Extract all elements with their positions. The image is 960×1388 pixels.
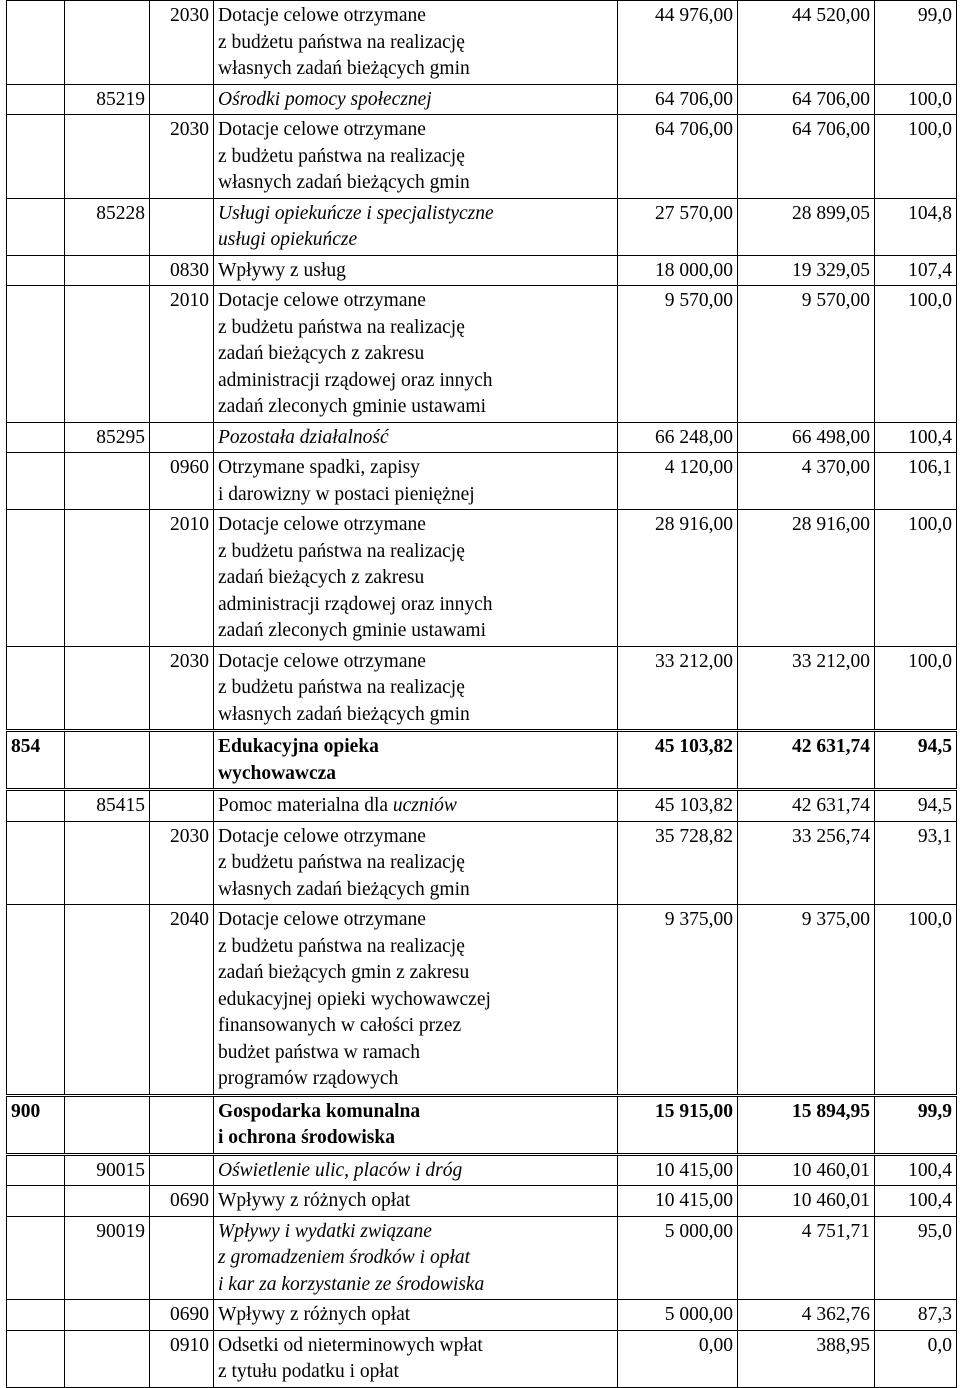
- procent-cell: 94,5: [875, 790, 957, 822]
- wykonanie-cell: 66 498,00: [738, 422, 875, 453]
- wykonanie-cell: 388,95: [738, 1330, 875, 1387]
- wykonanie-cell: 28 916,00: [738, 510, 875, 647]
- rozdzial-cell: 85228: [65, 198, 150, 255]
- table-row: [7, 790, 957, 822]
- plan-cell: 5 000,00: [618, 1216, 738, 1300]
- plan-cell: 28 916,00: [618, 510, 738, 647]
- description-line: Usługi opiekuńcze i specjalistyczne: [218, 202, 494, 224]
- description-line: Gospodarka komunalna: [218, 1100, 421, 1122]
- description-line: Pomoc materialna dla uczniów: [218, 795, 457, 816]
- plan-cell: 44 976,00: [618, 1, 738, 85]
- description-line: z budżetu państwa na realizację: [218, 540, 465, 562]
- description-line: Oświetlenie ulic, placów i dróg: [218, 1159, 463, 1181]
- rozdzial-cell: [65, 1330, 150, 1387]
- rozdzial-cell: [65, 115, 150, 199]
- description-cell: [214, 1330, 618, 1387]
- table-row: [7, 646, 957, 731]
- table-row: [7, 905, 957, 1096]
- paragraf-cell: [150, 1154, 214, 1186]
- rozdzial-cell: 85219: [65, 84, 150, 115]
- description-line: z budżetu państwa na realizację: [218, 677, 465, 698]
- procent-cell: 99,9: [875, 1095, 957, 1154]
- procent-cell: 100,0: [875, 510, 957, 647]
- wykonanie-cell: 28 899,05: [738, 198, 875, 255]
- rozdzial-cell: [65, 1186, 150, 1217]
- table-row: [7, 115, 957, 199]
- description-cell: [214, 510, 618, 647]
- description-cell: [214, 453, 618, 510]
- table-row: [7, 1216, 957, 1300]
- paragraf-cell: 2030: [150, 1, 214, 85]
- plan-cell: 9 375,00: [618, 905, 738, 1096]
- dzial-cell: [7, 198, 65, 255]
- rozdzial-cell: 90019: [65, 1216, 150, 1300]
- plan-cell: 66 248,00: [618, 422, 738, 453]
- wykonanie-cell: 42 631,74: [738, 790, 875, 822]
- table-row: [7, 1154, 957, 1186]
- description-line: Odsetki od nieterminowych wpłat: [218, 1334, 483, 1356]
- paragraf-cell: 2040: [150, 905, 214, 1096]
- rozdzial-cell: [65, 1095, 150, 1154]
- description-line: Wpływy z różnych opłat: [218, 1304, 411, 1325]
- description-line: i darowizny w postaci pieniężnej: [218, 483, 475, 505]
- table-row: [7, 1095, 957, 1154]
- table-row: [7, 1330, 957, 1387]
- description-line: Otrzymane spadki, zapisy: [218, 457, 420, 478]
- dzial-cell: [7, 255, 65, 286]
- plan-cell: 27 570,00: [618, 198, 738, 255]
- description-line: Wpływy z różnych opłat: [218, 1190, 411, 1211]
- description-line: Dotacje celowe otrzymane: [218, 514, 426, 535]
- description-line: z tytułu podatku i opłat: [218, 1361, 399, 1382]
- table-row: [7, 731, 957, 790]
- dzial-cell: 900: [7, 1095, 65, 1154]
- description-line: Edukacyjna opieka: [218, 736, 379, 757]
- paragraf-cell: 2010: [150, 510, 214, 647]
- procent-cell: 106,1: [875, 453, 957, 510]
- procent-cell: 87,3: [875, 1300, 957, 1331]
- table-row: [7, 821, 957, 905]
- paragraf-cell: [150, 1095, 214, 1154]
- plan-cell: 35 728,82: [618, 821, 738, 905]
- paragraf-cell: 0690: [150, 1186, 214, 1217]
- plan-cell: 9 570,00: [618, 286, 738, 423]
- paragraf-cell: 2030: [150, 646, 214, 731]
- procent-cell: 107,4: [875, 255, 957, 286]
- wykonanie-cell: 10 460,01: [738, 1154, 875, 1186]
- budget-table: [6, 0, 957, 1388]
- dzial-cell: [7, 646, 65, 731]
- description-line: programów rządowych: [218, 1068, 399, 1089]
- procent-cell: 94,5: [875, 731, 957, 790]
- dzial-cell: [7, 1300, 65, 1331]
- paragraf-cell: [150, 731, 214, 790]
- plan-cell: 64 706,00: [618, 115, 738, 199]
- paragraf-cell: 2010: [150, 286, 214, 423]
- table-row: [7, 510, 957, 647]
- table-row: [7, 286, 957, 423]
- wykonanie-cell: 4 362,76: [738, 1300, 875, 1331]
- paragraf-cell: [150, 790, 214, 822]
- description-line: Ośrodki pomocy społecznej: [218, 88, 432, 110]
- description-line: Dotacje celowe otrzymane: [218, 119, 426, 140]
- table-row: [7, 255, 957, 286]
- description-line: Dotacje celowe otrzymane: [218, 650, 426, 672]
- description-line: i ochrona środowiska: [218, 1127, 395, 1148]
- plan-cell: 45 103,82: [618, 790, 738, 822]
- wykonanie-cell: 10 460,01: [738, 1186, 875, 1217]
- table-row: [7, 1186, 957, 1217]
- dzial-cell: [7, 422, 65, 453]
- procent-cell: 95,0: [875, 1216, 957, 1300]
- rozdzial-cell: [65, 905, 150, 1096]
- paragraf-cell: [150, 198, 214, 255]
- wykonanie-cell: 15 894,95: [738, 1095, 875, 1154]
- paragraf-cell: 0690: [150, 1300, 214, 1331]
- dzial-cell: [7, 821, 65, 905]
- description-cell: [214, 255, 618, 286]
- dzial-cell: [7, 1330, 65, 1387]
- wykonanie-cell: 4 751,71: [738, 1216, 875, 1300]
- rozdzial-cell: [65, 510, 150, 647]
- rozdzial-cell: [65, 286, 150, 423]
- dzial-cell: [7, 905, 65, 1096]
- description-line: z budżetu państwa na realizację: [218, 316, 465, 338]
- description-line: Dotacje celowe otrzymane: [218, 290, 426, 311]
- description-cell: [214, 1, 618, 85]
- description-cell: [214, 1216, 618, 1300]
- description-line: Pozostała działalność: [218, 426, 389, 448]
- description-cell: [214, 198, 618, 255]
- plan-cell: 10 415,00: [618, 1186, 738, 1217]
- dzial-cell: [7, 453, 65, 510]
- description-cell: [214, 422, 618, 453]
- description-cell: [214, 905, 618, 1096]
- procent-cell: 100,4: [875, 1186, 957, 1217]
- description-line: Wpływy z usług: [218, 259, 346, 281]
- description-italic: uczniów: [388, 795, 457, 816]
- rozdzial-cell: [65, 1, 150, 85]
- description-line: z budżetu państwa na realizację: [218, 852, 465, 873]
- description-cell: [214, 790, 618, 822]
- plan-cell: 15 915,00: [618, 1095, 738, 1154]
- description-cell: [214, 286, 618, 423]
- budget-document: [6, 0, 956, 1388]
- wykonanie-cell: 64 706,00: [738, 115, 875, 199]
- description-cell: [214, 821, 618, 905]
- rozdzial-cell: [65, 646, 150, 731]
- procent-cell: 104,8: [875, 198, 957, 255]
- plan-cell: 64 706,00: [618, 84, 738, 115]
- description-cell: [214, 1300, 618, 1331]
- table-row: [7, 422, 957, 453]
- dzial-cell: [7, 1154, 65, 1186]
- procent-cell: 100,0: [875, 84, 957, 115]
- description-line: z budżetu państwa na realizację: [218, 31, 465, 53]
- paragraf-cell: [150, 1216, 214, 1300]
- description-line: własnych zadań bieżących gmin: [218, 703, 470, 725]
- description-line: zadań zleconych gminie ustawami: [218, 396, 487, 417]
- dzial-cell: [7, 1186, 65, 1217]
- procent-cell: 100,4: [875, 422, 957, 453]
- plan-cell: 10 415,00: [618, 1154, 738, 1186]
- paragraf-cell: [150, 84, 214, 115]
- wykonanie-cell: 9 570,00: [738, 286, 875, 423]
- procent-cell: 100,0: [875, 115, 957, 199]
- description-cell: [214, 1186, 618, 1217]
- paragraf-cell: 0830: [150, 255, 214, 286]
- procent-cell: 93,1: [875, 821, 957, 905]
- dzial-cell: [7, 790, 65, 822]
- wykonanie-cell: 4 370,00: [738, 453, 875, 510]
- procent-cell: 100,0: [875, 646, 957, 731]
- description-line: zadań bieżących z zakresu: [218, 567, 425, 588]
- plan-cell: 33 212,00: [618, 646, 738, 731]
- description-line: Wpływy i wydatki związane: [218, 1220, 432, 1242]
- dzial-cell: [7, 1, 65, 85]
- paragraf-cell: 2030: [150, 821, 214, 905]
- procent-cell: 100,0: [875, 286, 957, 423]
- rozdzial-cell: 85415: [65, 790, 150, 822]
- table-row: [7, 1300, 957, 1331]
- plan-cell: 0,00: [618, 1330, 738, 1387]
- description-line: Dotacje celowe otrzymane: [218, 825, 426, 847]
- description-line: z gromadzeniem środków i opłat: [218, 1247, 471, 1268]
- description-line: zadań zleconych gminie ustawami: [218, 620, 487, 641]
- description-line: administracji rządowej oraz innych: [218, 593, 493, 615]
- description-line: finansowanych w całości przez: [218, 1015, 462, 1036]
- dzial-cell: [7, 286, 65, 423]
- procent-cell: 99,0: [875, 1, 957, 85]
- description-cell: [214, 731, 618, 790]
- dzial-cell: 854: [7, 731, 65, 790]
- plan-cell: 45 103,82: [618, 731, 738, 790]
- description-line: zadań bieżących z zakresu: [218, 343, 425, 364]
- description-line: Dotacje celowe otrzymane: [218, 5, 426, 26]
- description-cell: [214, 646, 618, 731]
- wykonanie-cell: 33 212,00: [738, 646, 875, 731]
- rozdzial-cell: 85295: [65, 422, 150, 453]
- description-line: zadań bieżących gmin z zakresu: [218, 962, 470, 983]
- rozdzial-cell: 90015: [65, 1154, 150, 1186]
- procent-cell: 100,0: [875, 905, 957, 1096]
- rozdzial-cell: [65, 453, 150, 510]
- description-line: edukacyjnej opieki wychowawczej: [218, 988, 491, 1010]
- description-line: i kar za korzystanie ze środowiska: [218, 1273, 485, 1295]
- description-line: własnych zadań bieżących gmin: [218, 878, 470, 900]
- plan-cell: 5 000,00: [618, 1300, 738, 1331]
- wykonanie-cell: 42 631,74: [738, 731, 875, 790]
- description-line: z budżetu państwa na realizację: [218, 935, 465, 957]
- description-line: własnych zadań bieżących gmin: [218, 172, 470, 193]
- table-row: [7, 198, 957, 255]
- rozdzial-cell: [65, 255, 150, 286]
- procent-cell: 100,4: [875, 1154, 957, 1186]
- dzial-cell: [7, 510, 65, 647]
- table-row: [7, 1, 957, 85]
- wykonanie-cell: 19 329,05: [738, 255, 875, 286]
- description-line: administracji rządowej oraz innych: [218, 369, 493, 391]
- description-line: budżet państwa w ramach: [218, 1041, 420, 1063]
- paragraf-cell: 0910: [150, 1330, 214, 1387]
- rozdzial-cell: [65, 821, 150, 905]
- description-line: Dotacje celowe otrzymane: [218, 909, 426, 930]
- paragraf-cell: 0960: [150, 453, 214, 510]
- description-cell: [214, 84, 618, 115]
- procent-cell: 0,0: [875, 1330, 957, 1387]
- wykonanie-cell: 33 256,74: [738, 821, 875, 905]
- paragraf-cell: [150, 422, 214, 453]
- paragraf-cell: 2030: [150, 115, 214, 199]
- dzial-cell: [7, 84, 65, 115]
- dzial-cell: [7, 115, 65, 199]
- plan-cell: 4 120,00: [618, 453, 738, 510]
- description-cell: [214, 1154, 618, 1186]
- description-line: własnych zadań bieżących gmin: [218, 58, 470, 79]
- description-cell: [214, 115, 618, 199]
- wykonanie-cell: 9 375,00: [738, 905, 875, 1096]
- rozdzial-cell: [65, 1300, 150, 1331]
- description-line: usługi opiekuńcze: [218, 229, 358, 250]
- description-line: z budżetu państwa na realizację: [218, 145, 465, 167]
- plan-cell: 18 000,00: [618, 255, 738, 286]
- wykonanie-cell: 64 706,00: [738, 84, 875, 115]
- wykonanie-cell: 44 520,00: [738, 1, 875, 85]
- table-row: [7, 84, 957, 115]
- dzial-cell: [7, 1216, 65, 1300]
- table-body: [7, 1, 957, 1388]
- table-row: [7, 453, 957, 510]
- description-cell: [214, 1095, 618, 1154]
- rozdzial-cell: [65, 731, 150, 790]
- description-line: wychowawcza: [218, 762, 337, 784]
